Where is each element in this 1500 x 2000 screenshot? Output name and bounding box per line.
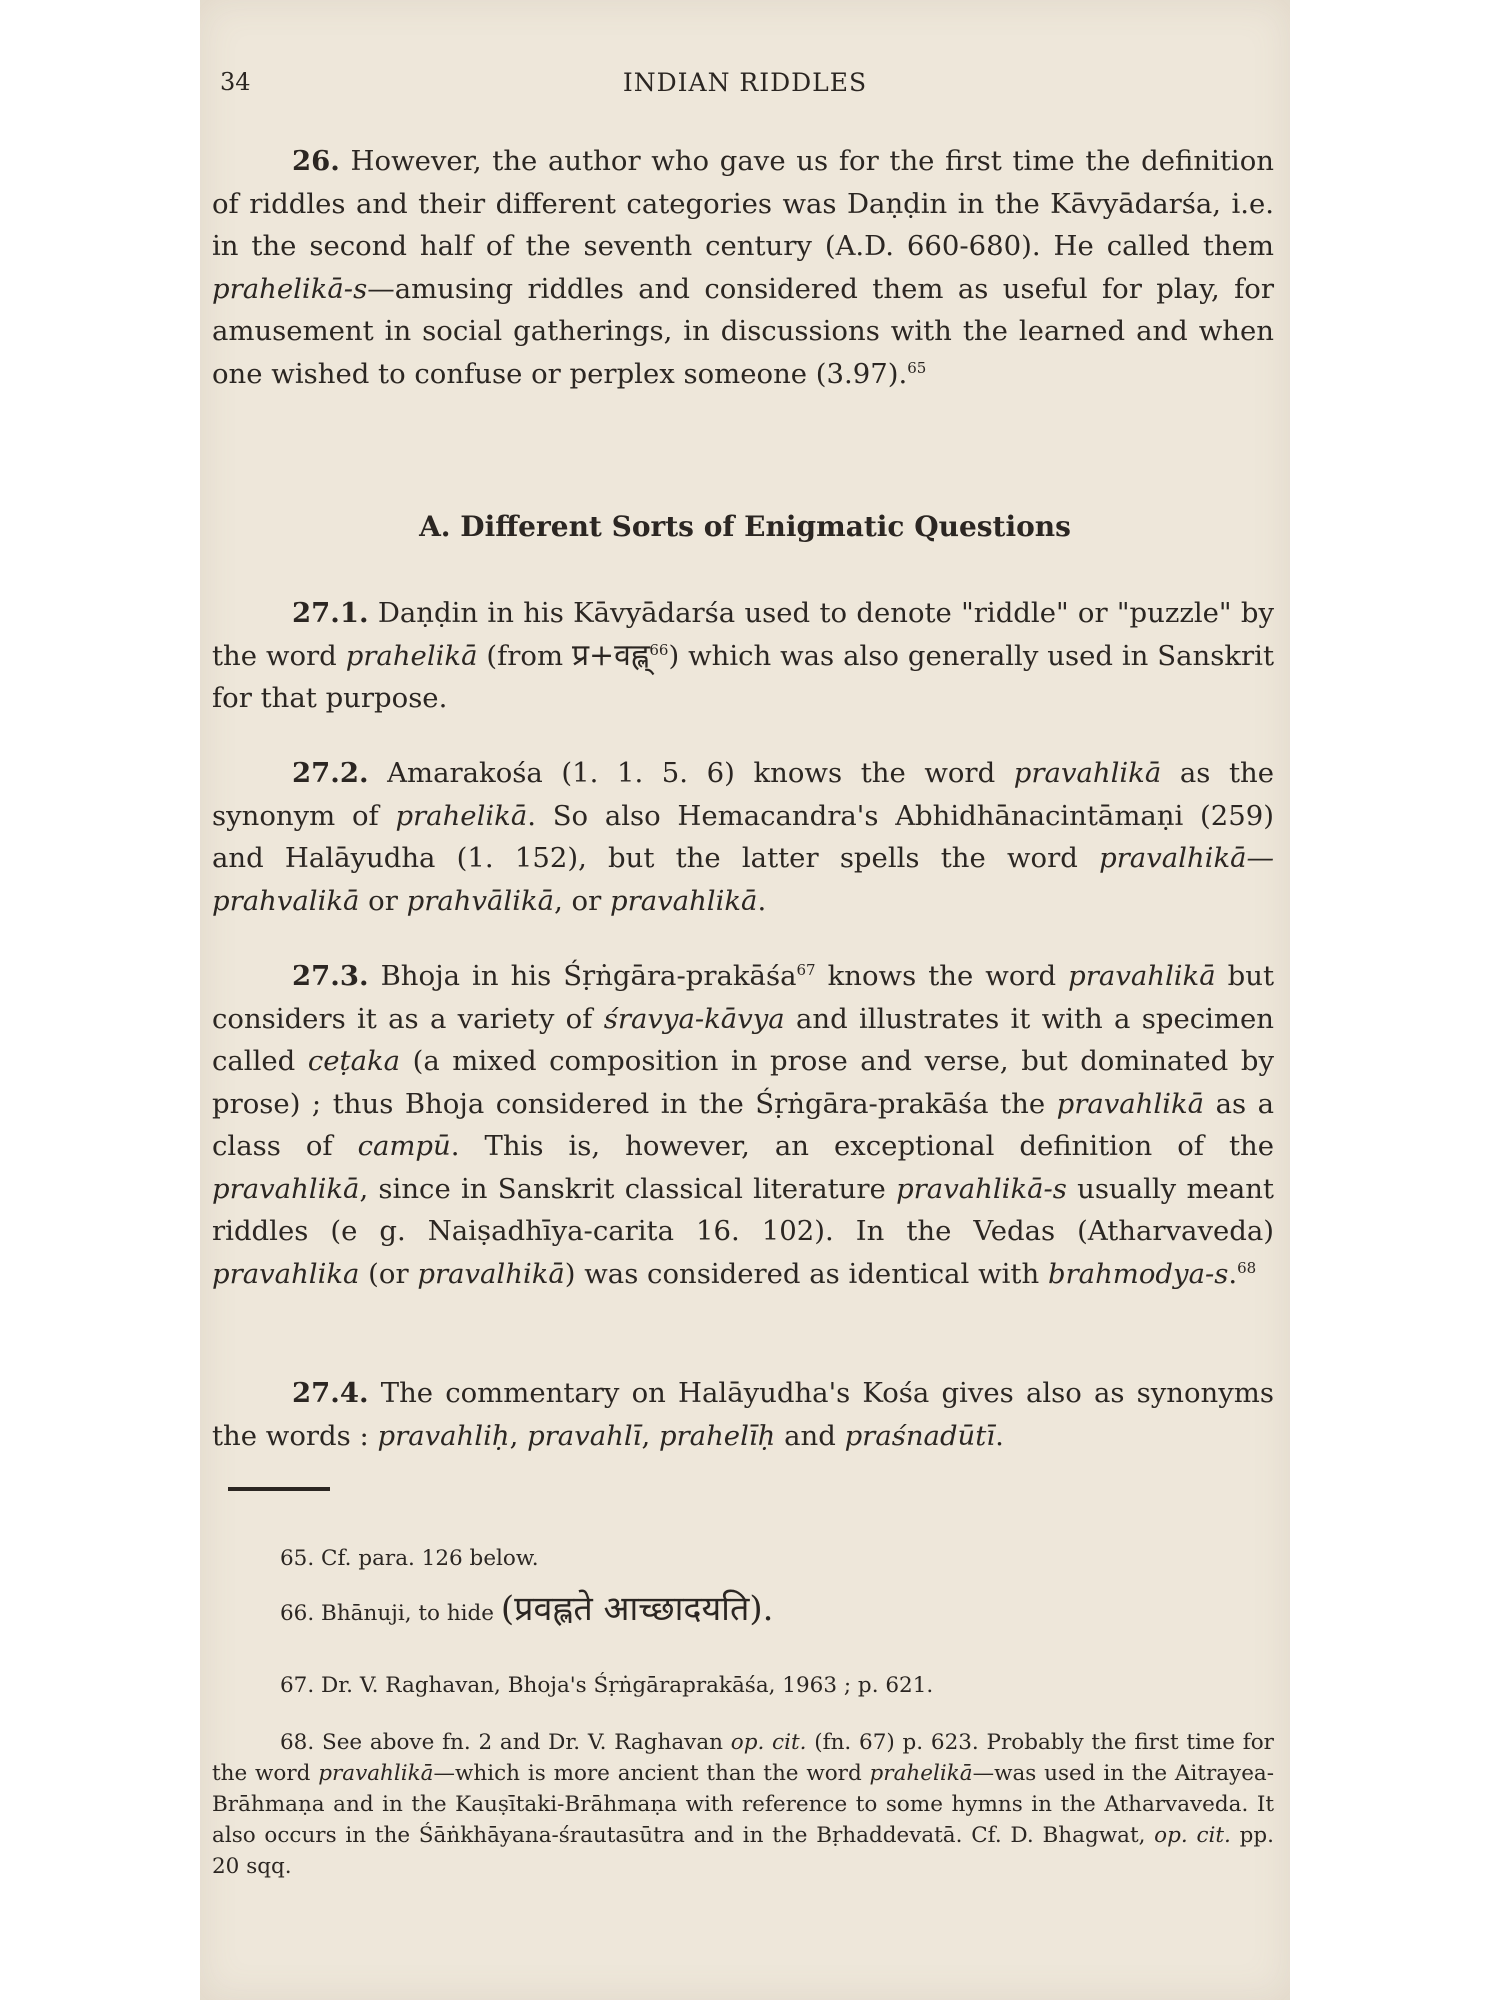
footnote-68: 68. See above fn. 2 and Dr. V. Raghavan op. cit. (fn. 67) p. 623. Probably the first time for the word pravahlikā—which is more ancient than the word prahelikā—was used in the Aitrayea-Brāhmaṇa and in the Kauṣītaki-Brāhmaṇa with reference to some hymns in the Atharvaveda. It also occurs in the Śāṅkhāyana-śrautasūtra and in the Bṛhaddevatā. Cf. D. Bhagwat, op. cit. pp. 20 sqq. bbox=[212, 1730, 1274, 1879]
paragraph-27-2: 27.2. Amarakośa (1. 1. 5. 6) knows the word pravahlikā as the synonym of prahelikā. So also Hemacandra's Abhidhānacintāmaṇi (259) and Halāyudha (1. 152), but the latter spells the word pravalhikā—prahvalikā or prahvālikā, or pravahlikā. bbox=[212, 757, 1275, 917]
paragraph-27-4: 27.4. The commentary on Halāyudha's Kośa gives also as synonyms the words : pravahliḥ, pravahlī, prahelīḥ and praśnadūtī. bbox=[212, 1377, 1274, 1452]
footnote-67: 67. Dr. V. Raghavan, Bhoja's Śṛṅgāraprakāśa, 1963 ; p. 621. bbox=[280, 1673, 934, 1698]
footnote-ref: 67 bbox=[796, 960, 816, 979]
footnote-66: 66. Bhānuji, to hide (प्रवह्लते आच्छादयति). bbox=[280, 1589, 774, 1629]
paragraph-number: 27.4. bbox=[292, 1377, 369, 1409]
paragraph-27-3: 27.3. Bhoja in his Śṛṅgāra-prakāśa$^{67}$ knows the word pravahlikā but considers it as a variety of śravya-kāvya and illustrates it with a specimen called ceṭaka (a mixed composition in prose and verse, but dominated by prose) ; thus Bhoja considered in the Śṛṅgāra-prakāśa the pravahlikā as a class of campū. This is, however, an exceptional definition of the pravahlikā, since in Sanskrit classical literature pravahlikā-s usually meant riddles (e g. Naiṣadhīya-carita 16. 102). In the Vedas (Atharvaveda) pravahlika (or pravalhikā) was considered as identical with brahmodya-s.$^{68}$ bbox=[212, 960, 1275, 1290]
paragraph-number: 26. bbox=[292, 145, 340, 177]
book-page bbox=[200, 0, 1290, 2000]
footnote-ref: 66 bbox=[649, 640, 669, 659]
paragraph-number: 27.3. bbox=[292, 960, 369, 992]
footnote-separator bbox=[228, 1487, 330, 1491]
footnote-ref: 68 bbox=[1237, 1258, 1257, 1277]
paragraph-number: 27.1. bbox=[292, 597, 369, 629]
devanagari-gloss: (प्रवह्लते आच्छादयति). bbox=[500, 1589, 774, 1629]
section-heading: A. Different Sorts of Enigmatic Questions bbox=[419, 510, 1071, 543]
page-header bbox=[200, 68, 1290, 108]
running-title: INDIAN RIDDLES bbox=[622, 68, 868, 97]
paragraph-number: 27.2. bbox=[292, 757, 369, 789]
devanagari-root: प्र+वह्ल् bbox=[571, 637, 650, 673]
page-number: 34 bbox=[220, 68, 251, 96]
paragraph-26: 26. However, the author who gave us for the first time the definition of riddles and their different categories was Daṇḍin in the Kāvyādarśa, i.e. in the second half of the seventh century (A.D. 660-680). He called them prahelikā-s—amusing riddles and considered them as useful for play, for amusement in social gatherings, in discussions with the learned and when one wished to confuse or perplex someone (3.97).$^{65}$ bbox=[212, 145, 1274, 390]
footnote-65: 65. Cf. para. 126 below. bbox=[280, 1546, 539, 1571]
footnote-ref: 65 bbox=[907, 358, 927, 377]
paragraph-27-1: 27.1. Daṇḍin in his Kāvyādarśa used to denote "riddle" or "puzzle" by the word prahelikā (from प्र+वह्ल्$^{66}$) which was also generally used in Sanskrit for that purpose. bbox=[212, 597, 1274, 714]
